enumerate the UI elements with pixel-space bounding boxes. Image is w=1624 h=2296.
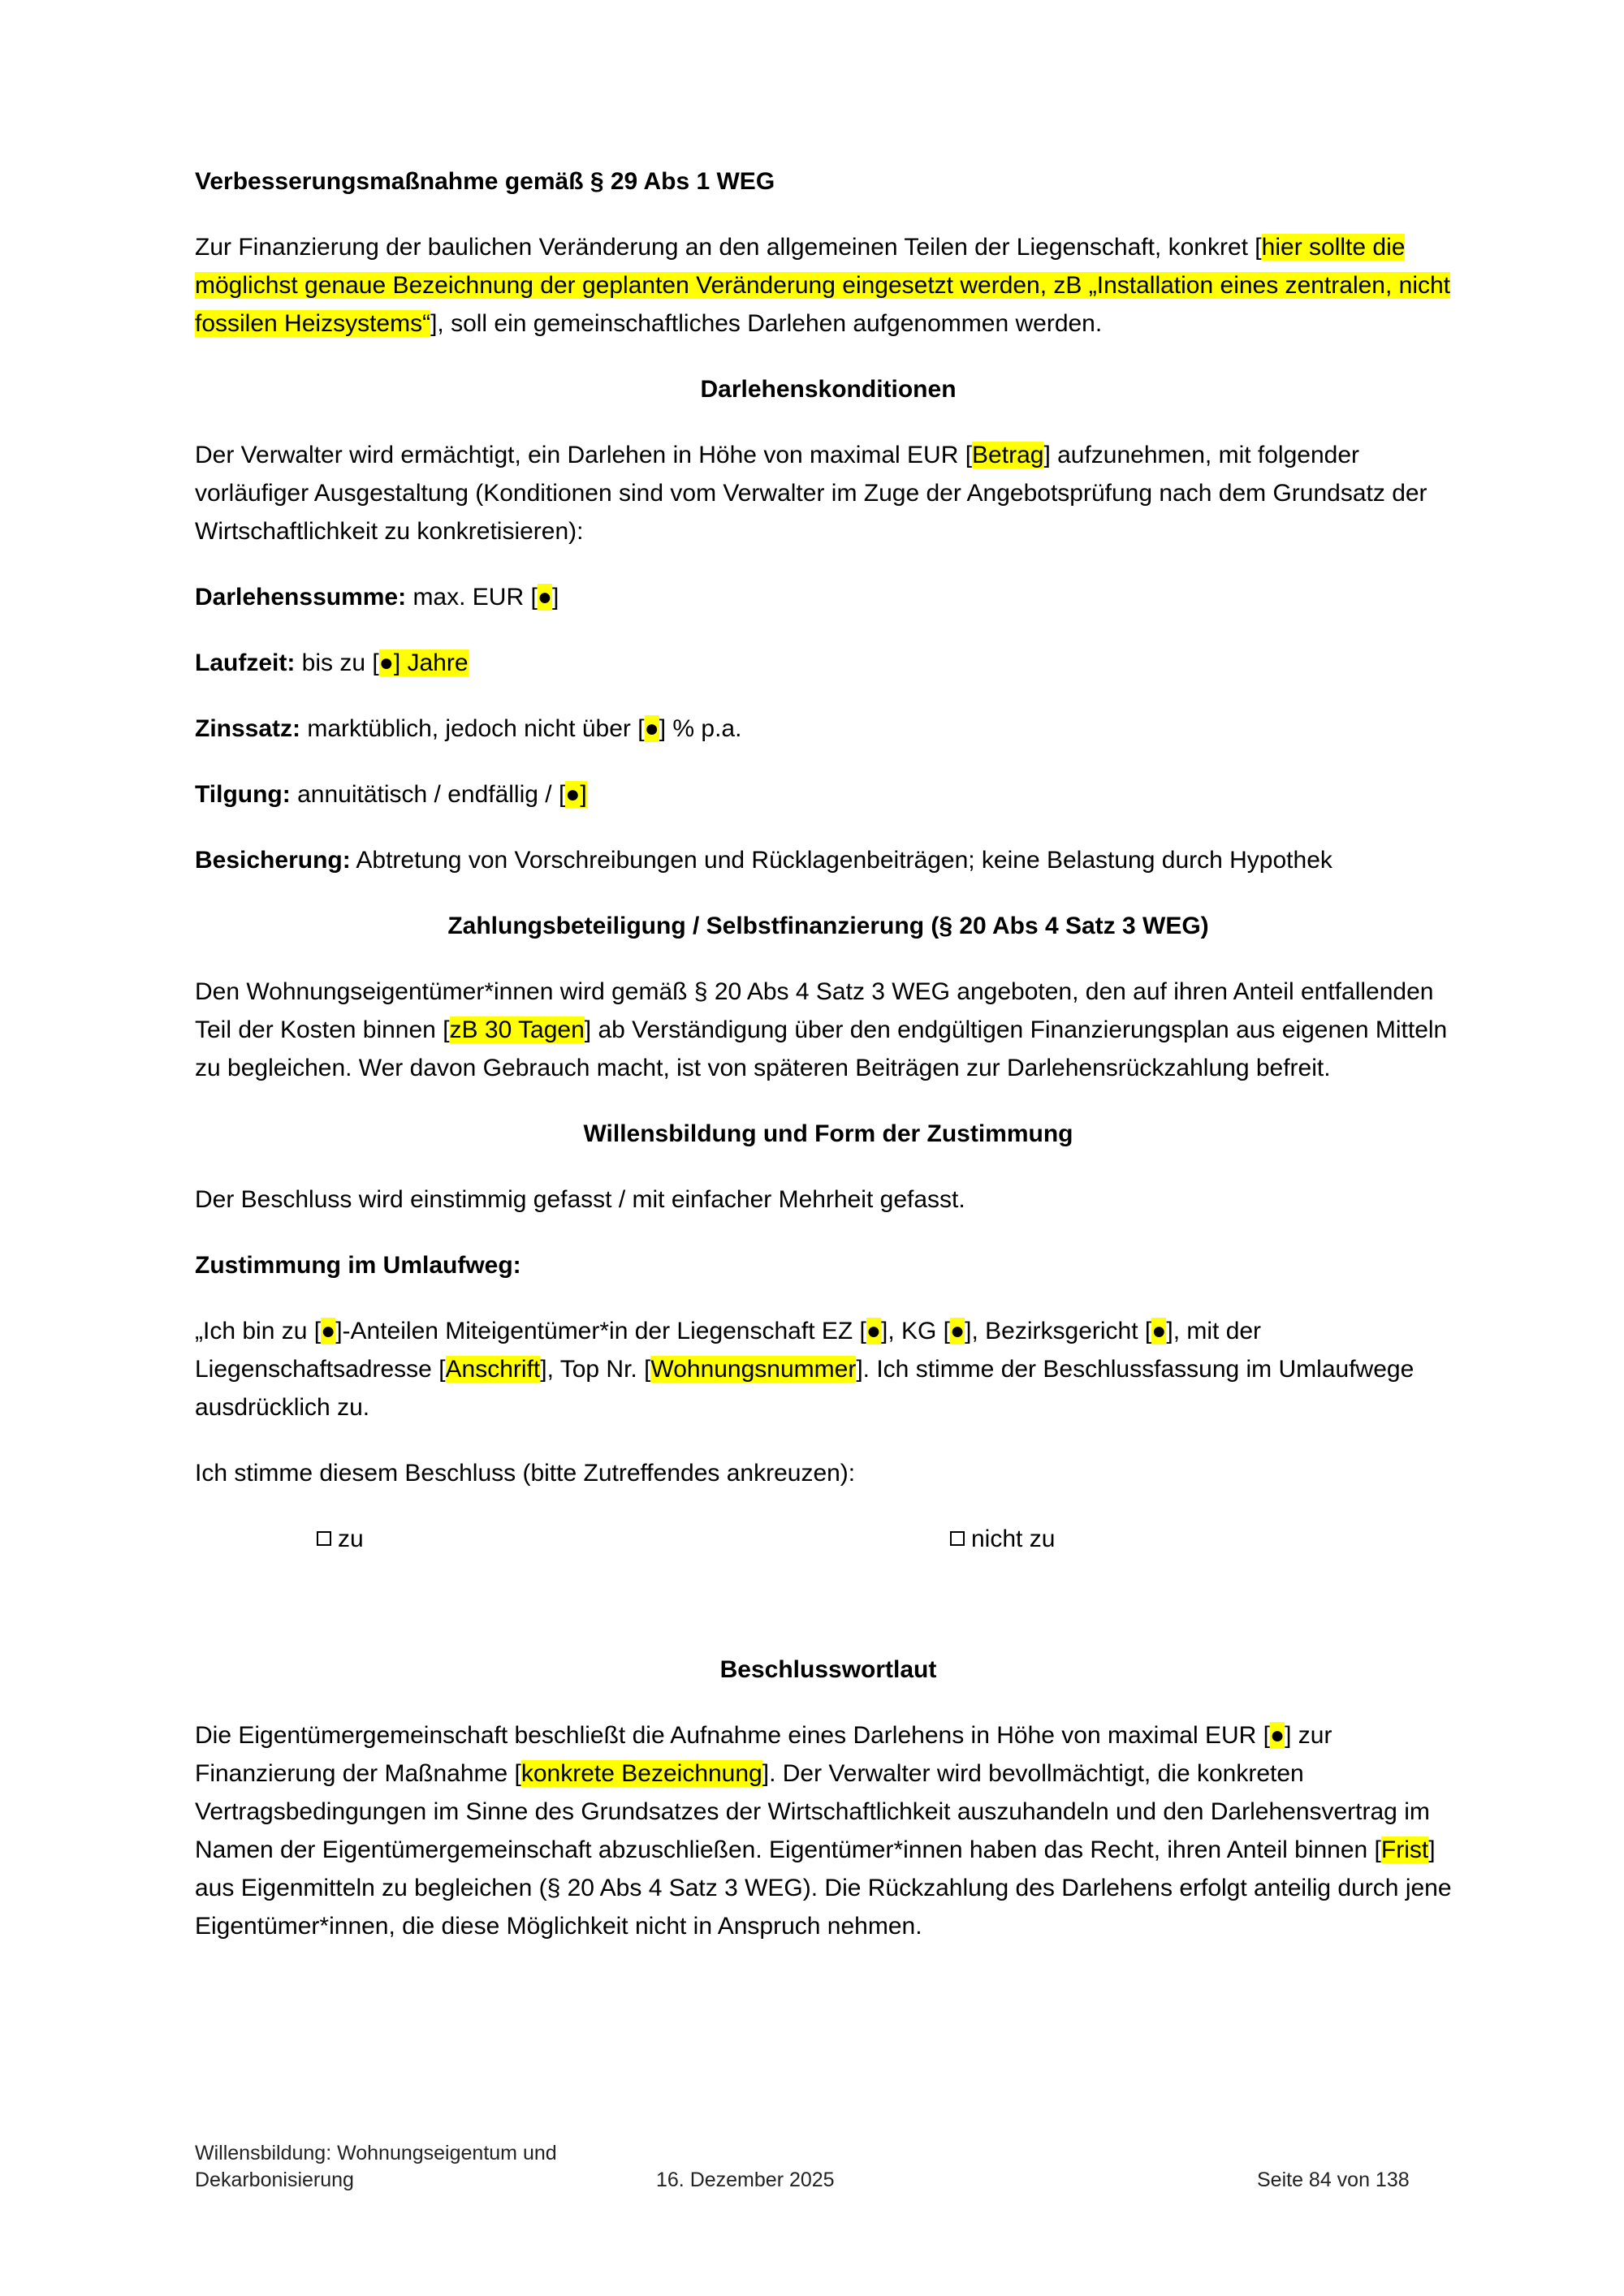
term-label: Zinssatz:: [195, 715, 301, 742]
document-page: [195, 162, 1462, 1945]
text: ]: [551, 584, 559, 611]
intro-text-before: Zur Finanzierung der baulichen Veränderung an den allgemeinen Teilen der Liegenschaft, konkret [: [195, 234, 1262, 261]
document-title: Verbesserungsmaßnahme gemäß § 29 Abs 1 WEG: [195, 168, 775, 195]
term-zinssatz: [195, 710, 1462, 748]
term-darlehenssumme: [195, 578, 1462, 616]
text: Der Verwalter wird ermächtigt, ein Darlehen in Höhe von maximal EUR [: [195, 442, 973, 468]
text: ], KG [: [881, 1318, 951, 1344]
text: ]-Anteilen Miteigentümer*in der Liegenschaft EZ [: [335, 1318, 866, 1344]
text: ], mit der Liegenschaftsadresse [: [195, 1318, 1262, 1383]
vote-option-no[interactable]: [950, 1520, 1055, 1558]
text: Abtretung von Vorschreibungen und Rücklagenbeiträgen; keine Belastung durch Hypothek: [350, 847, 1332, 874]
loan-authorization-paragraph: [195, 436, 1462, 550]
text: Den Wohnungseigentümer*innen wird gemäß § 20 Abs 4 Satz 3 WEG angeboten, den auf ihren Anteil entfallenden Teil der Kosten binnen [: [195, 978, 1434, 1043]
section-heading-willensbildung: Willensbildung und Form der Zustimmung: [583, 1120, 1073, 1147]
text: ], Top Nr. [: [540, 1356, 651, 1383]
section-heading-zahlungsbeteiligung: Zahlungsbeteiligung / Selbstfinanzierung (§ 20 Abs 4 Satz 3 WEG): [447, 913, 1209, 939]
term-label: Besicherung:: [195, 847, 351, 874]
section-heading-darlehenskonditionen: Darlehenskonditionen: [700, 376, 957, 403]
resolution-wording-paragraph: [195, 1716, 1462, 1945]
text: ] ab Verständigung über den endgültigen Finanzierungsplan aus eigenen Mitteln zu begleichen. Wer davon Gebrauch macht, ist von späteren Beiträgen zur Darlehensrückzahlung befreit.: [195, 1016, 1448, 1081]
text: ] zur Finanzierung der Maßnahme [: [195, 1722, 1332, 1787]
resolution-mode-text: Der Beschluss wird einstimmig gefasst / mit einfacher Mehrheit gefasst.: [195, 1186, 965, 1213]
text: ] aufzunehmen, mit folgender vorläufiger Ausgestaltung (Konditionen sind vom Verwalter im Zuge der Angebotsprüfung nach dem Grundsatz der Wirtschaftlichkeit zu konkretisieren):: [195, 442, 1427, 545]
vote-option-label: zu: [338, 1526, 364, 1552]
intro-text-after: ], soll ein gemeinschaftliches Darlehen aufgenommen werden.: [430, 310, 1103, 337]
text: „Ich bin zu [: [195, 1318, 322, 1344]
term-label: Laufzeit:: [195, 650, 296, 676]
placeholder-highlight: ●: [1270, 1722, 1285, 1749]
vote-option-label: nicht zu: [971, 1526, 1056, 1552]
footer-document-title: Willensbildung: Wohnungseigentum und Dekarbonisierung: [195, 2142, 557, 2191]
placeholder-highlight: Anschrift: [445, 1356, 541, 1383]
placeholder-highlight: ●: [950, 1318, 965, 1344]
term-label: Darlehenssumme:: [195, 584, 407, 611]
placeholder-highlight: zB 30 Tagen: [449, 1016, 585, 1043]
vote-option-yes[interactable]: [317, 1520, 364, 1558]
term-tilgung: [195, 775, 1462, 814]
subheading-umlaufweg: Zustimmung im Umlaufweg:: [195, 1252, 521, 1279]
vote-options: [195, 1520, 1462, 1558]
consent-paragraph: [195, 1312, 1462, 1426]
placeholder-highlight: ●: [537, 584, 552, 611]
placeholder-highlight: ●: [866, 1318, 881, 1344]
placeholder-highlight: Wohnungsnummer: [650, 1356, 857, 1383]
term-label: Tilgung:: [195, 781, 291, 808]
placeholder-highlight: Frist: [1380, 1836, 1429, 1863]
checkbox-icon[interactable]: [950, 1531, 965, 1546]
text: bis zu [: [295, 650, 379, 676]
footer-page-number: Seite 84 von 138: [1257, 2169, 1410, 2191]
checkbox-icon[interactable]: [317, 1531, 331, 1546]
vote-prompt: Ich stimme diesem Beschluss (bitte Zutreffendes ankreuzen):: [195, 1460, 856, 1487]
text: ], Bezirksgericht [: [965, 1318, 1152, 1344]
placeholder-highlight: ●: [321, 1318, 336, 1344]
placeholder-highlight: hier sollte die möglichst genaue Bezeichnung der geplanten Veränderung eingesetzt werden, zB „Installation eines zentralen, nicht fossilen Heizsystems“: [195, 234, 1451, 337]
text: ]. Ich stimme der Beschlussfassung im Umlaufwege ausdrücklich zu.: [195, 1356, 1415, 1421]
footer-date: 16. Dezember 2025: [656, 2169, 835, 2191]
text: annuitätisch / endfällig / [: [290, 781, 566, 808]
text: ] % p.a.: [659, 715, 742, 742]
text: max. EUR [: [406, 584, 538, 611]
text: marktüblich, jedoch nicht über [: [300, 715, 645, 742]
placeholder-highlight: ●: [1151, 1318, 1167, 1344]
section-heading-beschlusswortlaut: Beschlusswortlaut: [719, 1656, 937, 1683]
self-financing-paragraph: [195, 973, 1462, 1087]
placeholder-highlight: ●]: [565, 781, 587, 808]
placeholder-highlight: Betrag: [972, 442, 1044, 468]
term-laufzeit: [195, 644, 1462, 682]
placeholder-highlight: ●] Jahre: [378, 650, 469, 676]
term-besicherung: [195, 841, 1462, 879]
text: ] aus Eigenmitteln zu begleichen (§ 20 Abs 4 Satz 3 WEG). Die Rückzahlung des Darlehens erfolgt anteilig durch jene Eigentümer*innen, die diese Möglichkeit nicht in Anspruch nehmen.: [195, 1836, 1452, 1940]
placeholder-highlight: konkrete Bezeichnung: [520, 1760, 762, 1787]
text: Die Eigentümergemeinschaft beschließt die Aufnahme eines Darlehens in Höhe von maximal EUR [: [195, 1722, 1270, 1749]
text: ]. Der Verwalter wird bevollmächtigt, die konkreten Vertragsbedingungen im Sinne des Grundsatzes der Wirtschaftlichkeit auszuhandeln und den Darlehensvertrag im Namen der Eigentümergemeinschaft abzuschließen. Eigentümer*innen haben das Recht, ihren Anteil binnen [: [195, 1760, 1430, 1863]
intro-paragraph: [195, 228, 1462, 343]
placeholder-highlight: ●: [644, 715, 659, 742]
